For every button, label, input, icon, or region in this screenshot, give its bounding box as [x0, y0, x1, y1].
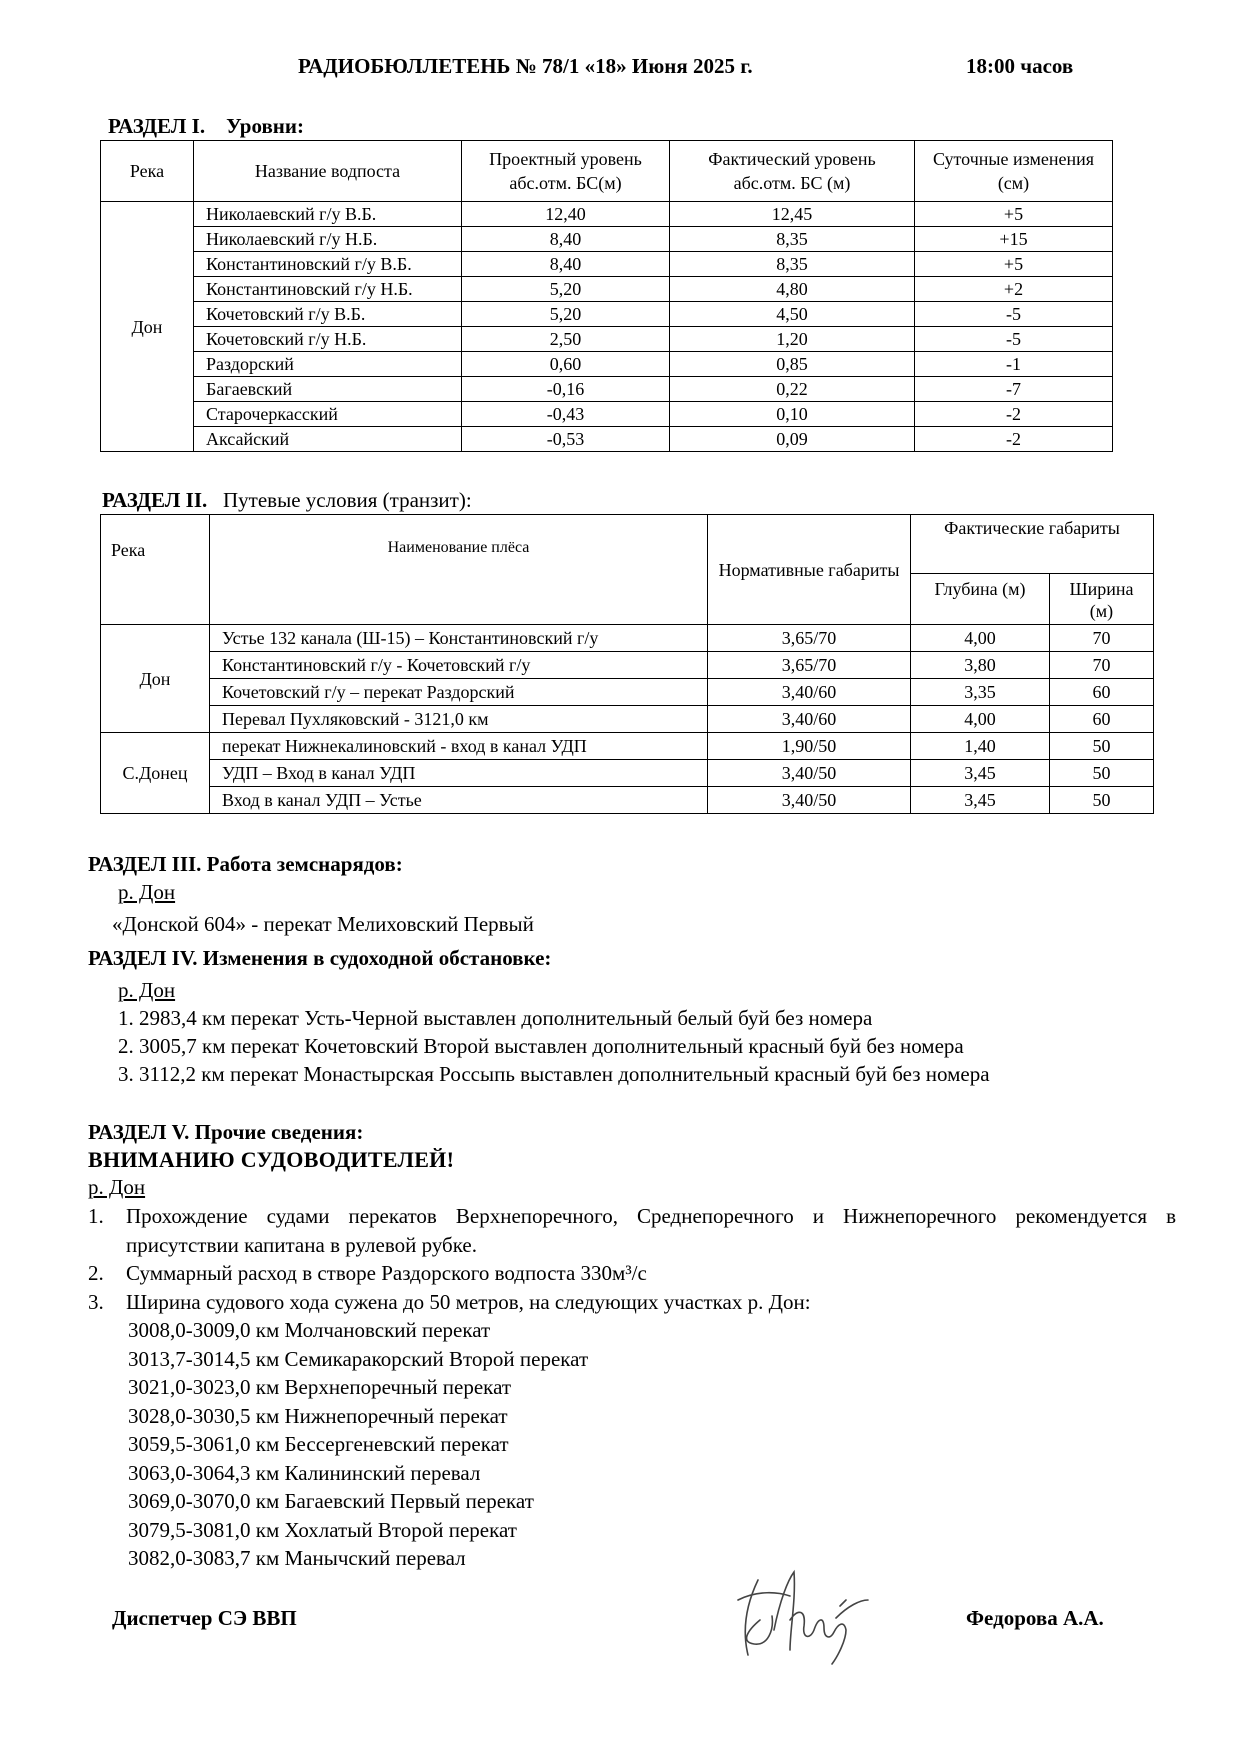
level-row: [101, 352, 1113, 377]
notice-number: 3.: [88, 1289, 104, 1314]
project-level-cell: 0,60: [462, 352, 670, 377]
section2-heading: [102, 488, 472, 513]
narrowed-section-item: 3008,0-3009,0 км Молчановский перекат: [128, 1318, 491, 1342]
width-cell: 50: [1050, 760, 1154, 787]
notice-item: [88, 1202, 1176, 1259]
station-cell: Раздорский: [194, 352, 462, 377]
col-width: Ширина (м): [1050, 574, 1154, 625]
handwritten-signature: [728, 1560, 878, 1670]
narrowed-section-item: 3021,0-3023,0 км Верхнепоречный перекат: [128, 1375, 512, 1399]
project-level-cell: -0,16: [462, 377, 670, 402]
project-level-cell: -0,43: [462, 402, 670, 427]
actual-level-cell: 4,80: [670, 277, 915, 302]
route-header-row-1: [101, 515, 1154, 574]
level-row: [101, 327, 1113, 352]
reach-row: [101, 760, 1154, 787]
reach-row: [101, 787, 1154, 814]
notice-text: Суммарный расход в створе Раздорского водпоста 330м³/с: [126, 1261, 647, 1285]
narrowed-sections-list: [128, 1316, 588, 1573]
section4-heading: РАЗДЕЛ IV. Изменения в судоходной обстановке:: [88, 946, 552, 970]
reach-name-cell: Константиновский г/у - Кочетовский г/у: [210, 652, 708, 679]
section4-river: р. Дон: [118, 978, 176, 1002]
notice-text: Ширина судового хода сужена до 50 метров, на следующих участках р. Дон:: [126, 1289, 811, 1314]
col-station: Название водпоста: [194, 141, 462, 202]
notice-number: 1.: [88, 1204, 104, 1228]
width-cell: 60: [1050, 706, 1154, 733]
project-level-cell: 5,20: [462, 302, 670, 327]
reach-name-cell: Кочетовский г/у – перекат Раздорский: [210, 679, 708, 706]
station-cell: Аксайский: [194, 427, 462, 452]
daily-change-cell: +5: [915, 202, 1113, 227]
daily-change-cell: -5: [915, 327, 1113, 352]
river-cell: Дон: [101, 202, 194, 452]
col-actual-level: Фактический уровень абс.отм. БС (м): [670, 141, 915, 202]
section4-item: 1. 2983,4 км перекат Усть-Черной выставлен дополнительный белый буй без номера: [118, 1006, 873, 1030]
level-row: [101, 302, 1113, 327]
river-cell: С.Донец: [101, 733, 210, 814]
station-cell: Константиновский г/у Н.Б.: [194, 277, 462, 302]
actual-level-cell: 8,35: [670, 227, 915, 252]
reach-name-cell: Вход в канал УДП – Устье: [210, 787, 708, 814]
station-cell: Старочеркасский: [194, 402, 462, 427]
section4-item: 2. 3005,7 км перекат Кочетовский Второй выставлен дополнительный красный буй без номера: [118, 1034, 964, 1058]
width-cell: 60: [1050, 679, 1154, 706]
section1-title: Уровни:: [226, 114, 304, 138]
daily-change-cell: -5: [915, 302, 1113, 327]
reach-name-cell: Перевал Пухляковский - 3121,0 км: [210, 706, 708, 733]
section4-item: 3. 3112,2 км перекат Монастырская Россыпь выставлен дополнительный красный буй без номера: [118, 1062, 990, 1086]
reach-row: [101, 679, 1154, 706]
reach-row: [101, 652, 1154, 679]
section3-river: р. Дон: [118, 880, 176, 904]
narrowed-section-item: 3059,5-3061,0 км Бессергеневский перекат: [128, 1432, 509, 1456]
depth-cell: 1,40: [911, 733, 1050, 760]
section1-heading: [108, 114, 304, 139]
section1-label: РАЗДЕЛ I.: [108, 114, 206, 138]
section3-dredger-line: «Донской 604» - перекат Мелиховский Первый: [112, 912, 534, 936]
width-cell: 50: [1050, 787, 1154, 814]
col-reach-name: Наименование плёса: [210, 515, 708, 625]
station-cell: Кочетовский г/у Н.Б.: [194, 327, 462, 352]
norm-dimensions-cell: 3,40/60: [708, 679, 911, 706]
depth-cell: 3,35: [911, 679, 1050, 706]
section2-label: РАЗДЕЛ II.: [102, 488, 208, 512]
actual-level-cell: 0,22: [670, 377, 915, 402]
project-level-cell: 8,40: [462, 227, 670, 252]
depth-cell: 3,80: [911, 652, 1050, 679]
level-row: [101, 227, 1113, 252]
route-conditions-table: [100, 514, 1154, 814]
col-project-level: Проектный уровень абс.отм. БС(м): [462, 141, 670, 202]
levels-table: [100, 140, 1113, 452]
project-level-cell: 12,40: [462, 202, 670, 227]
norm-dimensions-cell: 3,40/60: [708, 706, 911, 733]
project-level-cell: 2,50: [462, 327, 670, 352]
level-row: [101, 277, 1113, 302]
reach-row: [101, 706, 1154, 733]
depth-cell: 4,00: [911, 706, 1050, 733]
notice-number: 2.: [88, 1261, 104, 1285]
daily-change-cell: +15: [915, 227, 1113, 252]
norm-dimensions-cell: 1,90/50: [708, 733, 911, 760]
actual-level-cell: 12,45: [670, 202, 915, 227]
width-cell: 70: [1050, 625, 1154, 652]
notice-text: Прохождение судами перекатов Верхнепоречного, Среднепоречного и Нижнепоречного рекомендуется в присутствии капитана в рулевой рубке.: [126, 1204, 1176, 1257]
col-daily-change: Суточные изменения (см): [915, 141, 1113, 202]
norm-dimensions-cell: 3,65/70: [708, 652, 911, 679]
reach-name-cell: УДП – Вход в канал УДП: [210, 760, 708, 787]
station-cell: Кочетовский г/у В.Б.: [194, 302, 462, 327]
daily-change-cell: +5: [915, 252, 1113, 277]
norm-dimensions-cell: 3,65/70: [708, 625, 911, 652]
station-cell: Багаевский: [194, 377, 462, 402]
reach-name-cell: перекат Нижнекалиновский - вход в канал УДП: [210, 733, 708, 760]
col-river: Река: [101, 515, 210, 625]
level-row: [101, 202, 1113, 227]
reach-name-cell: Устье 132 канала (Ш-15) – Константиновский г/у: [210, 625, 708, 652]
daily-change-cell: -2: [915, 402, 1113, 427]
level-row: [101, 402, 1113, 427]
actual-level-cell: 0,10: [670, 402, 915, 427]
daily-change-cell: -1: [915, 352, 1113, 377]
daily-change-cell: -2: [915, 427, 1113, 452]
dispatcher-name: Федорова А.А.: [966, 1606, 1104, 1630]
section5-heading: РАЗДЕЛ V. Прочие сведения:: [88, 1120, 364, 1144]
width-cell: 70: [1050, 652, 1154, 679]
narrowed-section-item: 3028,0-3030,5 км Нижнепоречный перекат: [128, 1403, 508, 1428]
col-actual-dimensions: Фактические габариты: [911, 515, 1154, 574]
daily-change-cell: -7: [915, 377, 1113, 402]
actual-level-cell: 4,50: [670, 302, 915, 327]
dispatcher-title: Диспетчер СЭ ВВП: [112, 1606, 297, 1630]
depth-cell: 3,45: [911, 787, 1050, 814]
project-level-cell: -0,53: [462, 427, 670, 452]
notice-list: [88, 1202, 1176, 1316]
col-norm-dimensions: Нормативные габариты: [708, 515, 911, 625]
section3-heading: РАЗДЕЛ III. Работа земснарядов:: [88, 852, 403, 876]
width-cell: 50: [1050, 733, 1154, 760]
station-cell: Константиновский г/у В.Б.: [194, 252, 462, 277]
level-row: [101, 377, 1113, 402]
col-depth: Глубина (м): [911, 574, 1050, 625]
actual-level-cell: 0,09: [670, 427, 915, 452]
levels-table-body: [101, 202, 1113, 452]
bulletin-time: 18:00 часов: [966, 54, 1074, 78]
actual-level-cell: 0,85: [670, 352, 915, 377]
narrowed-section-item: 3079,5-3081,0 км Хохлатый Второй перекат: [128, 1517, 517, 1542]
narrowed-section-item: 3063,0-3064,3 км Калининский перевал: [128, 1460, 481, 1485]
station-cell: Николаевский г/у В.Б.: [194, 202, 462, 227]
narrowed-section-item: 3082,0-3083,7 км Манычский перевал: [128, 1546, 466, 1570]
bulletin-header: [298, 54, 1074, 79]
level-row: [101, 252, 1113, 277]
actual-level-cell: 1,20: [670, 327, 915, 352]
col-river: Река: [101, 141, 194, 202]
river-cell: Дон: [101, 625, 210, 733]
narrowed-section-item: 3013,7-3014,5 км Семикаракорский Второй перекат: [128, 1346, 589, 1371]
route-table-body: [101, 625, 1154, 814]
norm-dimensions-cell: 3,40/50: [708, 760, 911, 787]
daily-change-cell: +2: [915, 277, 1113, 302]
depth-cell: 4,00: [911, 625, 1050, 652]
station-cell: Николаевский г/у Н.Б.: [194, 227, 462, 252]
section5-river: р. Дон: [88, 1175, 146, 1199]
actual-level-cell: 8,35: [670, 252, 915, 277]
section2-title: Путевые условия (транзит):: [223, 488, 472, 512]
notice-item: [88, 1259, 1176, 1288]
levels-header-row: [101, 141, 1113, 202]
depth-cell: 3,45: [911, 760, 1050, 787]
reach-row: [101, 733, 1154, 760]
narrowed-section-item: 3069,0-3070,0 км Багаевский Первый перекат: [128, 1489, 534, 1513]
norm-dimensions-cell: 3,40/50: [708, 787, 911, 814]
project-level-cell: 8,40: [462, 252, 670, 277]
reach-row: [101, 625, 1154, 652]
notice-item: [88, 1288, 1176, 1317]
attention-notice: ВНИМАНИЮ СУДОВОДИТЕЛЕЙ!: [88, 1147, 455, 1172]
bulletin-title: РАДИОБЮЛЛЕТЕНЬ № 78/1 «18» Июня 2025 г.: [298, 54, 753, 78]
project-level-cell: 5,20: [462, 277, 670, 302]
level-row: [101, 427, 1113, 452]
